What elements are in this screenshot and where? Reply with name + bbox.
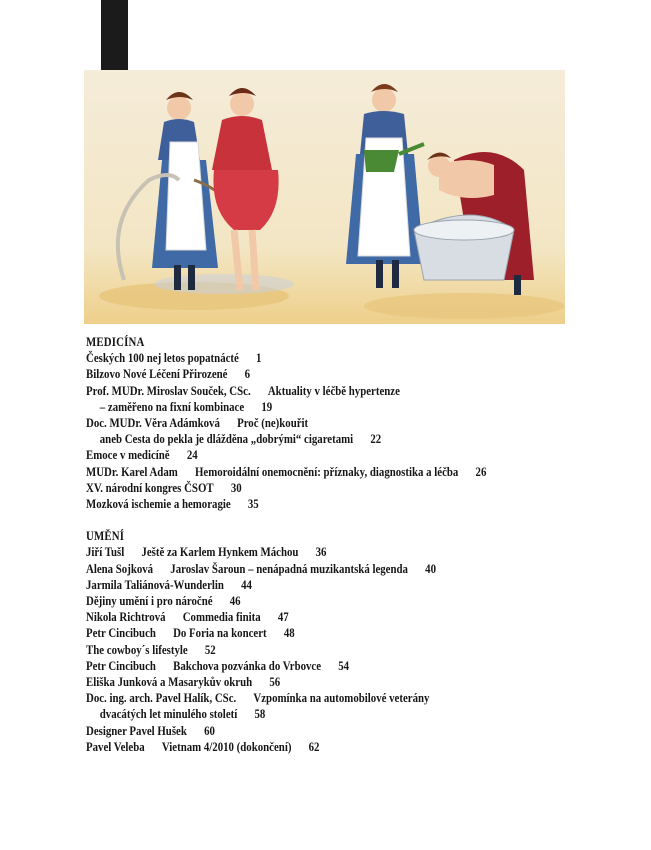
entry-title: Hemoroidální onemocnění: příznaky, diagnostika a léčba [194, 464, 459, 479]
toc-entry[interactable] [86, 723, 619, 739]
entry-page-number: 58 [254, 707, 266, 722]
entry-page-number: 44 [241, 577, 252, 592]
entry-author: Doc. MUDr. Věra Adámková [86, 416, 220, 431]
entry-page-number: 26 [475, 464, 487, 479]
entry-title: aneb Cesta do pekla je dlážděna „dobrými“ cigaretami [99, 432, 354, 447]
section-title: MEDICÍNA [86, 335, 145, 349]
toc-entry[interactable] [86, 447, 619, 463]
toc-entry[interactable] [86, 383, 619, 399]
entry-title: Proč (ne)kouřit [237, 416, 309, 431]
entry-page-number: 47 [277, 610, 289, 625]
entry-title: XV. národní kongres ČSOT [86, 480, 214, 495]
section-title: UMĚNÍ [86, 529, 125, 544]
toc-entry[interactable] [86, 464, 619, 480]
entry-author: Petr Cincibuch [86, 658, 156, 673]
toc-entry[interactable] [86, 593, 619, 609]
entry-page-number: 24 [186, 448, 198, 463]
entry-page-number: 36 [315, 545, 327, 560]
toc-entry[interactable] [86, 415, 619, 431]
entry-title: Do Foria na koncert [173, 626, 267, 641]
entry-page-number: 46 [229, 594, 241, 609]
entry-title: Bakchova pozvánka do Vrbovce [173, 658, 322, 673]
toc-entry[interactable] [86, 674, 619, 690]
entry-title: Aktuality v léčbě hypertenze [267, 383, 400, 398]
entry-page-number: 54 [338, 658, 350, 673]
entry-title: Ještě za Karlem Hynkem Máchou [141, 545, 299, 560]
toc-entry[interactable] [86, 577, 619, 593]
toc-entry[interactable] [86, 609, 619, 625]
entry-page-number: 19 [261, 399, 273, 414]
toc-entry[interactable] [86, 706, 619, 722]
entry-title: Dějiny umění i pro náročné [86, 594, 213, 609]
toc-entry[interactable] [86, 690, 619, 706]
entry-title: Jarmila Taliánová-Wunderlin [86, 577, 224, 592]
entry-page-number: 52 [204, 642, 216, 657]
entry-title: Eliška Junková a Masarykův okruh [86, 675, 253, 690]
entry-page-number: 62 [308, 739, 320, 754]
entry-page-number: 48 [283, 626, 295, 641]
entry-page-number: 35 [247, 497, 259, 512]
entry-author: MUDr. Karel Adam [86, 464, 178, 479]
entry-page-number: 60 [204, 723, 215, 738]
entry-title: Emoce v medicíně [86, 448, 170, 463]
entry-author: Pavel Veleba [86, 739, 145, 754]
entry-page-number: 6 [244, 367, 251, 382]
entry-author: Petr Cincibuch [86, 626, 156, 641]
entry-page-number: 56 [269, 675, 281, 690]
toc-entry[interactable] [86, 544, 619, 560]
table-of-contents [86, 334, 619, 755]
entry-page-number: 30 [230, 480, 242, 495]
toc-entry[interactable] [86, 561, 619, 577]
entry-title: The cowboy´s lifestyle [86, 642, 188, 657]
entry-author: Doc. ing. arch. Pavel Halík, CSc. [86, 691, 237, 706]
toc-entry[interactable] [86, 496, 619, 512]
toc-entry[interactable] [86, 642, 619, 658]
section-gap [86, 512, 619, 528]
toc-entry[interactable] [86, 431, 619, 447]
vintage-illustration-icon [84, 70, 565, 324]
entry-title: Commedia finita [182, 610, 261, 625]
entry-author: Alena Sojková [86, 561, 154, 576]
entry-title: Designer Pavel Hušek [86, 723, 187, 738]
toc-entry[interactable] [86, 366, 619, 382]
entry-title: Jaroslav Šaroun – nenápadná muzikantská legenda [170, 561, 408, 576]
toc-entry[interactable] [86, 480, 619, 496]
toc-entry[interactable] [86, 350, 619, 366]
entry-page-number: 22 [370, 432, 382, 447]
entry-author: Jiří Tušl [86, 545, 125, 560]
toc-entry[interactable] [86, 658, 619, 674]
toc-entry[interactable] [86, 739, 619, 755]
cover-illustration [84, 70, 565, 324]
entry-page-number: 1 [256, 351, 262, 366]
entry-title: Českých 100 nej letos popatnácté [86, 351, 239, 366]
toc-entry[interactable] [86, 399, 619, 415]
entry-title: Mozková ischemie a hemoragie [86, 497, 231, 512]
entry-author: Prof. MUDr. Miroslav Souček, CSc. [86, 383, 251, 398]
entry-title: Vietnam 4/2010 (dokončení) [161, 739, 292, 754]
figure-bathing [414, 152, 534, 295]
toc-entry[interactable] [86, 625, 619, 641]
entry-title: – zaměřeno na fixní kombinace [99, 399, 245, 414]
entry-page-number: 40 [425, 561, 436, 576]
entry-title: Vzpomínka na automobilové veterány [253, 691, 430, 706]
entry-title: dvacátých let minulého století [99, 707, 238, 722]
entry-author: Nikola Richtrová [86, 610, 166, 625]
entry-title: Bilzovo Nové Léčení Přirozené [86, 367, 228, 382]
